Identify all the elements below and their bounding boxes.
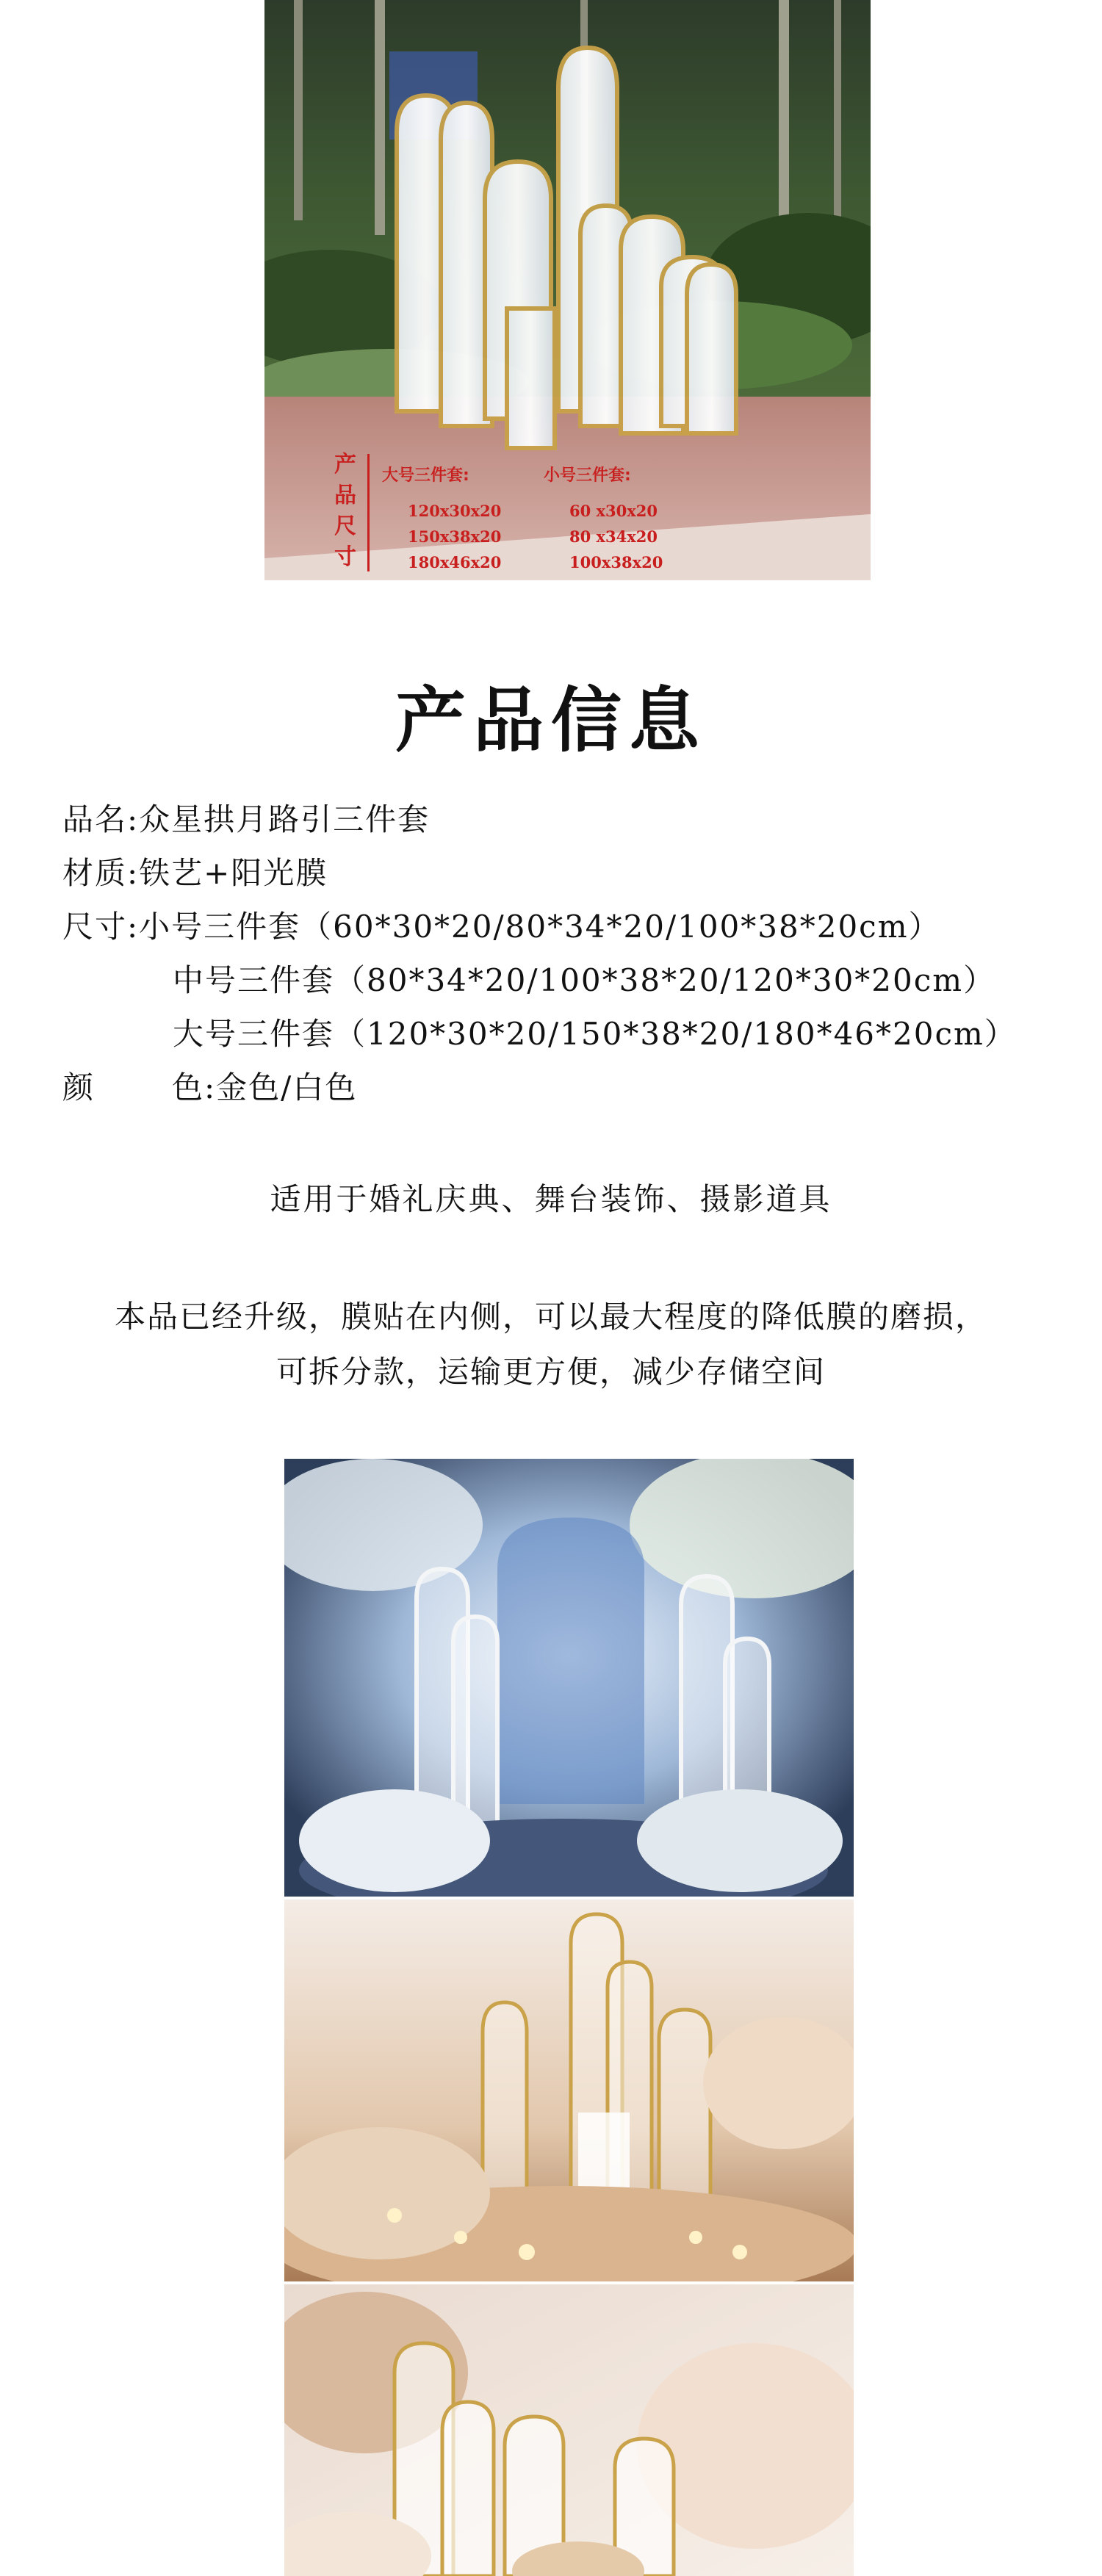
spec-key: 尺寸:	[62, 909, 140, 945]
spec-row-size	[62, 908, 941, 946]
large-set-title: 大号三件套:	[382, 466, 469, 485]
spec-key-color-b: 色:	[172, 1069, 217, 1105]
product-info-title: 产品信息	[395, 679, 707, 762]
note-line-1: 本品已经升级，膜贴在内侧，可以最大程度的降低膜的磨损，	[114, 1299, 987, 1335]
scene-photo-blue	[284, 1459, 854, 1897]
usage-text: 适用于婚礼庆典、舞台装饰、摄影道具	[270, 1181, 832, 1217]
note-line-2: 可拆分款，运输更方便，减少存储空间	[276, 1354, 826, 1390]
large-set-sizes: 120x30x20 150x38x20 180x46x20	[408, 502, 502, 571]
spec-value: 众星拱月路引三件套	[139, 801, 431, 837]
spec-key: 材质:	[62, 855, 140, 891]
spec-key: 品名:	[62, 801, 140, 837]
scene-photo-champagne	[284, 2284, 854, 2576]
spec-row-material	[62, 854, 328, 892]
spec-key-color-a: 颜	[62, 1069, 96, 1105]
small-set-title: 小号三件套:	[544, 466, 631, 485]
spec-size-large: 大号三件套（120*30*20/150*38*20/180*46*20cm）	[173, 1016, 1017, 1052]
scene-photo-gold	[284, 1899, 854, 2281]
spec-row-color	[62, 1069, 357, 1107]
size-divider	[367, 454, 370, 571]
size-overlay	[264, 433, 871, 580]
small-set-sizes: 60 x30x20 80 x34x20 100x38x20	[569, 502, 663, 571]
spec-value: 金色/白色	[216, 1069, 358, 1105]
size-vertical-label: 产 品 尺 寸	[334, 452, 356, 570]
spec-size-medium: 中号三件套（80*34*20/100*38*20/120*30*20cm）	[173, 962, 996, 998]
spec-value: 小号三件套（60*30*20/80*34*20/100*38*20cm）	[139, 909, 941, 945]
product-hero-image	[264, 0, 871, 580]
spec-value: 铁艺+阳光膜	[139, 855, 328, 891]
spec-row-name	[62, 801, 430, 839]
